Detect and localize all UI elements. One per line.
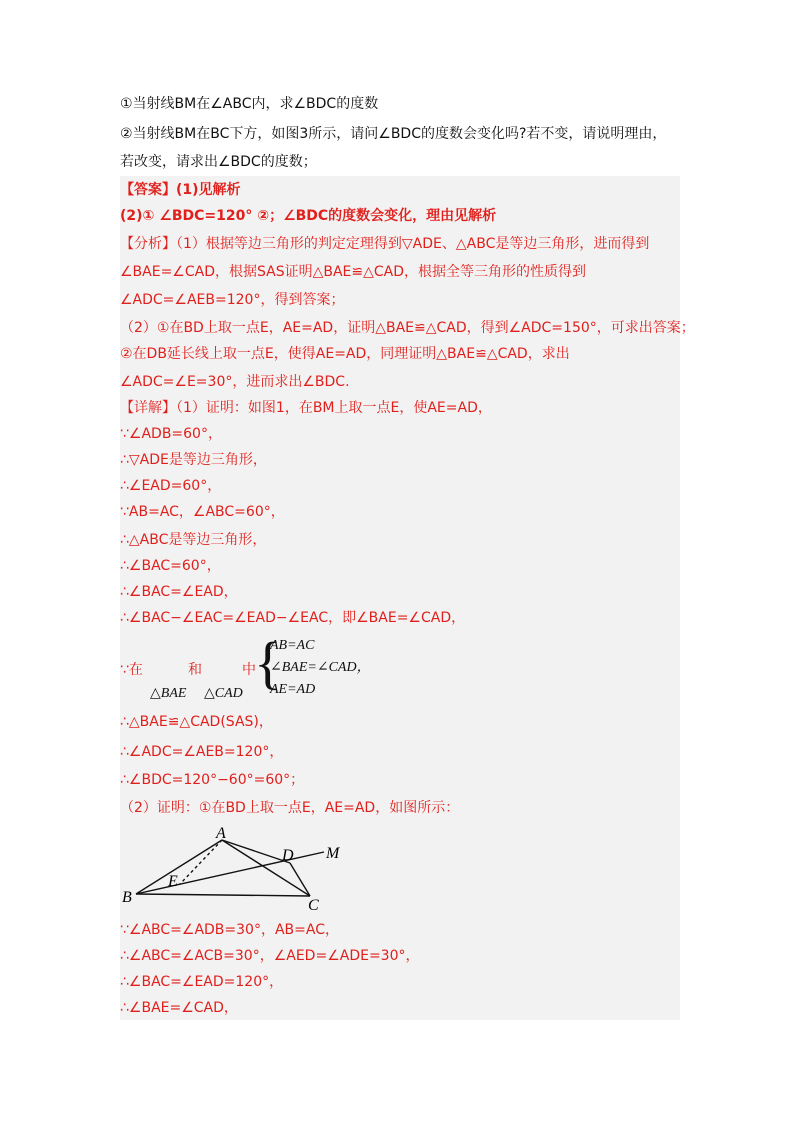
detail-line-15: ∵∠ABC=∠ADB=30°，AB=AC， (120, 922, 339, 938)
detail-line-4: ∴∠EAD=60°， (120, 478, 222, 494)
analysis-line-1: 【分析】（1）根据等边三角形的判定定理得到▽ADE、△ABC是等边三角形，进而得到 (120, 236, 650, 252)
label-c: C (308, 897, 319, 912)
analysis-line-4: （2）①在BD上取一点E，AE=AD，证明△BAE≌△CAD，得到∠ADC=150°，可求出答案； (120, 320, 695, 336)
label-a: A (216, 826, 226, 842)
detail-line-6: ∴△ABC是等边三角形， (120, 532, 267, 548)
segment-ab (136, 840, 222, 894)
answer-line-2: (2)① ∠BDC=120° ②；∠BDC的度数会变化，理由见解析 (120, 208, 497, 224)
answer-line-1: 【答案】(1)见解析 (120, 182, 241, 198)
detail-line-2: ∵∠ADB=60°， (120, 426, 222, 442)
analysis-line-5: ②在DB延长线上取一点E，使得AE=AD，同理证明△BAE≌△CAD，求出 (120, 346, 570, 362)
detail-in-label: ∵在 (120, 662, 143, 678)
detail-line-13: ∴∠BDC=120°−60°=60°； (120, 772, 305, 788)
detail-line-9: ∴∠BAC−∠EAC=∠EAD−∠EAC，即∠BAE=∠CAD， (120, 610, 466, 626)
detail-line-7: ∴∠BAC=60°， (120, 558, 221, 574)
question-part-1: ①当射线BM在∠ABC内，求∠BDC的度数 (120, 96, 379, 112)
segment-ad (222, 840, 290, 863)
question-part-2-cont: 若改变，请求出∠BDC的度数； (120, 154, 317, 170)
label-m: M (326, 845, 340, 862)
detail-line-11: ∴△BAE≌△CAD(SAS)， (120, 714, 273, 730)
triangle-bae-label: △BAE (150, 686, 187, 701)
detail-line-8: ∴∠BAC=∠EAD， (120, 584, 238, 600)
system-eq-3: AE=AD (270, 682, 316, 697)
analysis-line-6: ∠ADC=∠E=30°，进而求出∠BDC. (120, 374, 350, 390)
system-brace: { (254, 630, 282, 695)
detail-line-5: ∵AB=AC，∠ABC=60°， (120, 504, 285, 520)
triangle-cad-label: △CAD (204, 686, 243, 701)
system-eq-2: ∠BAE=∠CAD， (270, 660, 371, 675)
question-part-2: ②当射线BM在BC下方，如图3所示，请问∠BDC的度数会变化吗?若不变，请说明理由， (120, 126, 667, 142)
segment-ac (222, 840, 310, 896)
detail-line-16: ∴∠ABC=∠ACB=30°，∠AED=∠ADE=30°， (120, 948, 420, 964)
label-e: E (168, 873, 178, 890)
label-d: D (282, 847, 294, 864)
system-eq-1: AB=AC (270, 638, 315, 653)
detail-line-17: ∴∠BAC=∠EAD=120°， (120, 974, 284, 990)
detail-and-label: 和 (188, 662, 202, 678)
detail-line-1: 【详解】（1）证明：如图1，在BM上取一点E，使AE=AD， (120, 400, 492, 416)
geometry-figure (118, 826, 358, 912)
detail-middle-label: 中 (242, 662, 256, 678)
detail-line-14: （2）证明：①在BD上取一点E，AE=AD，如图所示： (120, 800, 460, 816)
segment-bc (136, 894, 310, 896)
analysis-line-2: ∠BAE=∠CAD，根据SAS证明△BAE≌△CAD，根据全等三角形的性质得到 (120, 264, 587, 280)
detail-line-18: ∴∠BAE=∠CAD， (120, 1000, 238, 1016)
detail-line-12: ∴∠ADC=∠AEB=120°， (120, 744, 284, 760)
segment-dc (290, 863, 310, 896)
detail-line-3: ∴▽ADE是等边三角形， (120, 452, 267, 468)
label-b: B (122, 889, 132, 906)
analysis-line-3: ∠ADC=∠AEB=120°，得到答案； (120, 292, 345, 308)
